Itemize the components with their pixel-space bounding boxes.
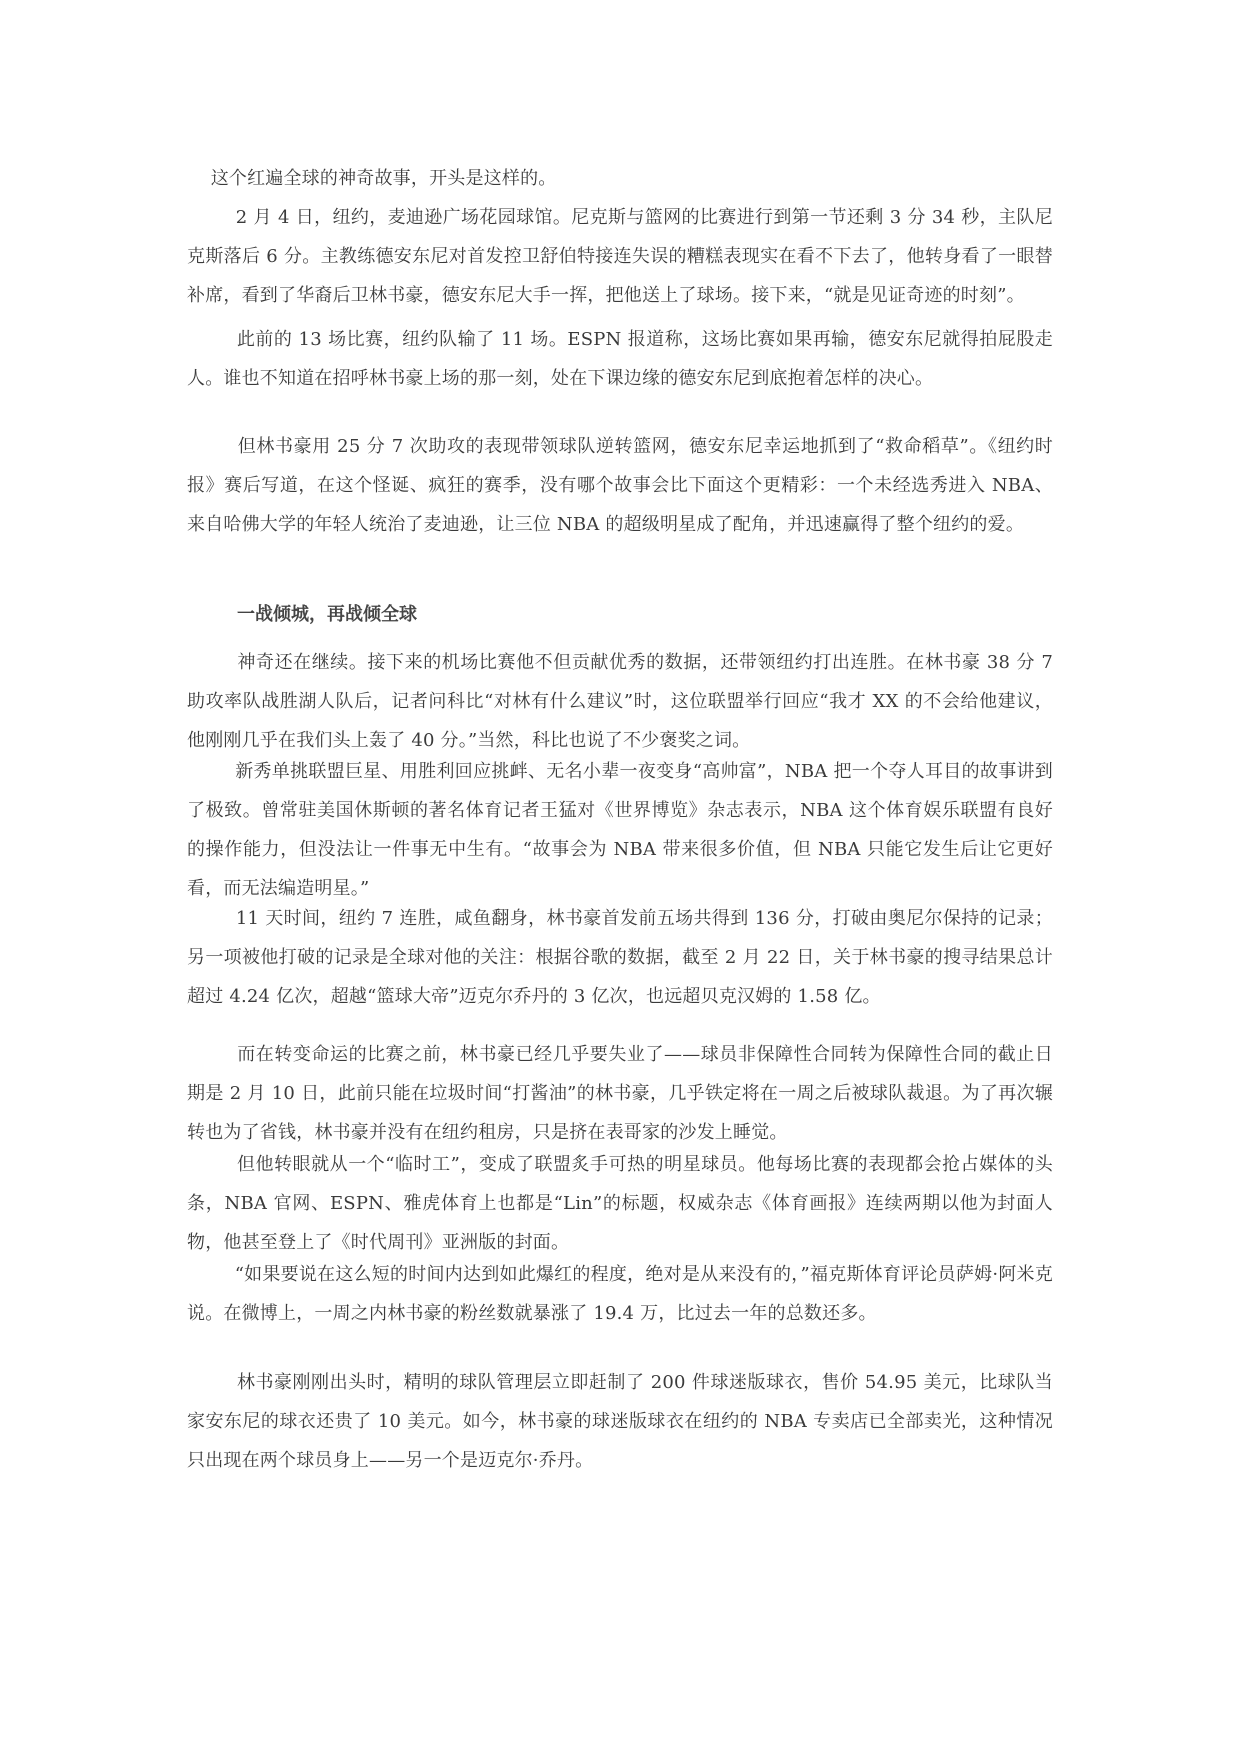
section-heading: 一战倾城，再战倾全球 — [237, 604, 417, 625]
paragraph-star-player: 但他转眼就从一个“临时工”，变成了联盟炙手可热的明星球员。他每场比赛的表现都会抢占媒体的头条，NBA 官网、ESPN、雅虎体育上也都是“Lin”的标题，权威杂志《体育画报》连续两期以他为封面人物，他甚至登上了《时代周刊》亚洲版的封面。 — [187, 1154, 1054, 1253]
paragraph-intro: 这个红遍全球的神奇故事，开头是这样的。 — [187, 168, 557, 189]
paragraph-game-start: 2 月 4 日，纽约，麦迪逊广场花园球馆。尼克斯与篮网的比赛进行到第一节还剩 3 分 34 秒，主队尼克斯落后 6 分。主教练德安东尼对首发控卫舒伯特接连失误的糟糕表现实在看不下去了，他转身看了一眼替补席，看到了华裔后卫林书豪，德安东尼大手一挥，把他送上了球场。接下来，“就是见证奇迹的时刻”。 — [187, 207, 1053, 306]
paragraph-comeback: 但林书豪用 25 分 7 次助攻的表现带领球队逆转篮网，德安东尼幸运地抓到了“救命稻草”。《纽约时报》赛后写道，在这个怪诞、疯狂的赛季，没有哪个故事会比下面这个更精彩：一个未经选秀进入 NBA、来自哈佛大学的年轻人统治了麦迪逊，让三位 NBA 的超级明星成了配角，并迅速赢得了整个纽约的爱。 — [187, 436, 1054, 535]
paragraph-jerseys: 林书豪刚刚出头时，精明的球队管理层立即赶制了 200 件球迷版球衣，售价 54.95 美元，比球队当家安东尼的球衣还贵了 10 美元。如今，林书豪的球迷版球衣在纽约的 NBA 专卖店已全部卖光，这种情况只出现在两个球员身上——另一个是迈克尔·乔丹。 — [187, 1372, 1053, 1471]
paragraph-story-telling: 新秀单挑联盟巨星、用胜利回应挑衅、无名小辈一夜变身“高帅富”，NBA 把一个夺人耳目的故事讲到了极致。曾常驻美国休斯顿的著名体育记者王猛对《世界博览》杂志表示，NBA 这个体育娱乐联盟有良好的操作能力，但没法让一件事无中生有。“故事会为 NBA 带来很多价值，但 NBA 只能它发生后让它更好看，而无法编造明星。” — [187, 761, 1054, 899]
paragraph-previous-games: 此前的 13 场比赛，纽约队输了 11 场。ESPN 报道称，这场比赛如果再输，德安东尼就得拍屁股走人。谁也不知道在招呼林书豪上场的那一刻，处在下课边缘的德安东尼到底抱着怎样的决心。 — [187, 329, 1054, 389]
paragraph-before-turn: 而在转变命运的比赛之前，林书豪已经几乎要失业了——球员非保障性合同转为保障性合同的截止日期是 2 月 10 日，此前只能在垃圾时间“打酱油”的林书豪，几乎铁定将在一周之后被球队裁退。为了再次辗转也为了省钱，林书豪并没有在纽约租房，只是挤在表哥家的沙发上睡觉。 — [187, 1044, 1054, 1143]
paragraph-winning-streak: 神奇还在继续。接下来的机场比赛他不但贡献优秀的数据，还带领纽约打出连胜。在林书豪 38 分 7 助攻率队战胜湖人队后，记者问科比“对林有什么建议”时，这位联盟举行回应“我才 XX 的不会给他建议，他刚刚几乎在我们头上轰了 40 分。”当然，科比也说了不少褒奖之词。 — [187, 652, 1059, 751]
paragraph-records: 11 天时间，纽约 7 连胜，咸鱼翻身，林书豪首发前五场共得到 136 分，打破由奥尼尔保持的记录；另一项被他打破的记录是全球对他的关注：根据谷歌的数据，截至 2 月 22 日，关于林书豪的搜寻结果总计超过 4.24 亿次，超越“篮球大帝”迈克尔乔丹的 3 亿次，也远超贝克汉姆的 1.58 亿。 — [187, 908, 1053, 1007]
paragraph-quote: “如果要说在这么短的时间内达到如此爆红的程度，绝对是从来没有的，”福克斯体育评论员萨姆·阿米克说。在微博上，一周之内林书豪的粉丝数就暴涨了 19.4 万，比过去一年的总数还多。 — [187, 1264, 1053, 1324]
